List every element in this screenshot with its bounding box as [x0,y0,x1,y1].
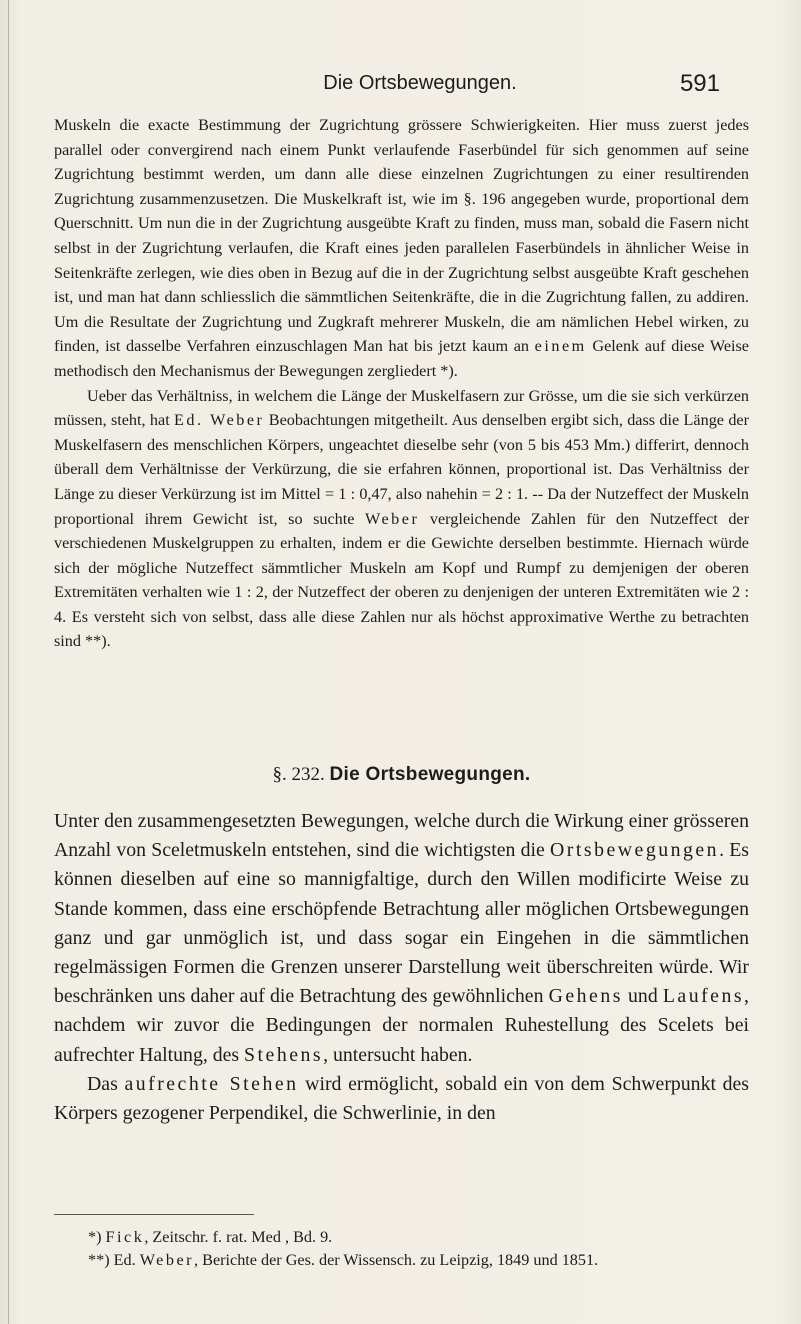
spaced-emphasis: Stehens [244,1043,324,1066]
text-run: Ueber das Verhältniss, in welchem die Länge der Muskelfasern zur Grösse, um die sie sich verkürzen müssen, steht, hat [54,386,749,430]
footnote [88,1249,748,1272]
text-run: , Zeitschr. f. rat. Med , Bd. 9. [144,1228,333,1246]
text-run: Unter den zusammengesetzten Bewegungen, welche durch die Wirkung einer grösseren Anzahl von Sceletmuskeln entstehen, sind die wichtigsten die [54,810,749,862]
section-heading [54,764,749,786]
section-title: Die Ortsbewegungen. [329,764,531,785]
spaced-emphasis: Ed. Weber [174,411,265,430]
paragraph [54,384,749,655]
page-gutter-line [8,0,9,1324]
body-text-large [54,807,749,1128]
section-number: §. 232. [272,764,325,785]
footnote [88,1226,748,1249]
paragraph [54,1070,749,1128]
footnote-divider [54,1214,254,1215]
paragraph [54,113,749,384]
spaced-emphasis: Weber [365,509,420,528]
text-run: , nachdem wir zuvor die Bedingungen der normalen Ruhestellung des Scelets bei aufrechter Haltung, des [54,985,749,1066]
spaced-emphasis: Weber [139,1251,195,1269]
text-run: **) Ed. [88,1251,140,1269]
spaced-emphasis: Ortsbewegungen [550,839,720,862]
text-run: wird ermöglicht, sobald ein von dem Schwerpunkt des Körpers gezogener Perpendikel, die Schwerlinie, in den [54,1072,749,1125]
text-run: vergleichende Zahlen für den Nutzeffect der verschiedenen Muskelgruppen zu erhalten, indem er die Gewichte derselben bestimmte. Hiernach würde sich der mögliche Nutzeffect sämmtlicher Muskeln am Kopf und Rumpf zu demjenigen der oberen Extremitäten verhalten wie 1 : 2, der Nutzeffect der oberen zu denjenigen der unteren Extremitäten wie 2 : 4. Es versteht sich von selbst, dass alle diese Zahlen nur als höchst approximative Werthe zu betrachten sind **). [54,509,749,651]
page-number: 591 [679,70,720,97]
text-run: Das [87,1072,125,1095]
text-run: Gelenk auf diese Weise methodisch den Mechanismus der Bewegungen zergliedert *). [54,337,749,380]
text-run: . Es können dieselben auf eine so mannigfaltige, durch den Willen modificirte Weise zu Stande kommen, dass eine erschöpfende Betrachtung aller möglichen Ortsbewegungen ganz und gar unmöglich ist, und dass sogar ein Eingehen in die sämmtlichen regelmässigen Formen die Grenzen unserer Darstellung weit überschreiten würde. Wir beschränken uns daher auf die Betrachtung des gewöhnlichen [54,839,750,1008]
spaced-emphasis: aufrechte Stehen [124,1072,299,1095]
running-title: Die Ortsbewegungen. [323,72,517,94]
body-text-small [54,113,749,654]
spaced-emphasis: einem [534,337,587,356]
text-run: Muskeln die exacte Bestimmung der Zugrichtung grössere Schwierigkeiten. Hier muss zuerst jedes parallel oder convergirend nach einem Punkt verlaufende Faserbündel für sich genommen auf seine Zugrichtung bestimmt werden, um dann alle diese einzelnen Zugrichtungen zu einer resultirenden Zugrichtung zusammenzusetzen. Die Muskelkraft ist, wie im §. 196 angegeben wurde, proportional dem Querschnitt. Um nun die in der Zugrichtung ausgeübte Kraft zu finden, muss man, sobald die Fasern nicht selbst in der Zugrichtung verlaufen, die Kraft eines jeden parallelen Faserbündels in ähnlicher Weise in Seitenkräfte zerlegen, wie dies oben in Bezug auf die in der Zugrichtung selbst ausgeübte Kraft geschehen ist, und man hat dann schliesslich die sämmtlichen Seitenkräfte, die in die Zugrichtung fallen, zu addiren. Um die Resultate der Zugrichtung und Zugkraft mehrerer Muskeln, die am nämlichen Hebel wirken, zu finden, ist dasselbe Verfahren einzuschlagen Man hat bis jetzt kaum an [54,116,749,356]
spaced-emphasis: Laufens [662,985,745,1008]
running-header [110,70,730,100]
text-run: Beobachtungen mitgetheilt. Aus denselben ergibt sich, dass die Länge der Muskelfasern des menschlichen Körpers, ungeachtet dieselbe sehr (von 5 bis 453 Mm.) differirt, dennoch überall dem Verhältnisse der Verkürzung, die sie erfahren können, proportional ist. Das Verhältniss der Länge zu dieser Verkürzung ist im Mittel = 1 : 0,47, also nahehin = 2 : 1. -- Da der Nutzeffect der Muskeln proportional ihrem Gewicht ist, so suchte [54,411,749,528]
text-run: , Berichte der Ges. der Wissensch. zu Leipzig, 1849 und 1851. [194,1251,599,1269]
spaced-emphasis: Fick [105,1228,145,1246]
footnotes [88,1226,748,1272]
text-run: , untersucht haben. [323,1043,473,1066]
paragraph [54,807,749,1070]
text-run: *) [88,1228,106,1246]
text-run: und [622,985,663,1008]
spaced-emphasis: Gehens [548,985,623,1008]
